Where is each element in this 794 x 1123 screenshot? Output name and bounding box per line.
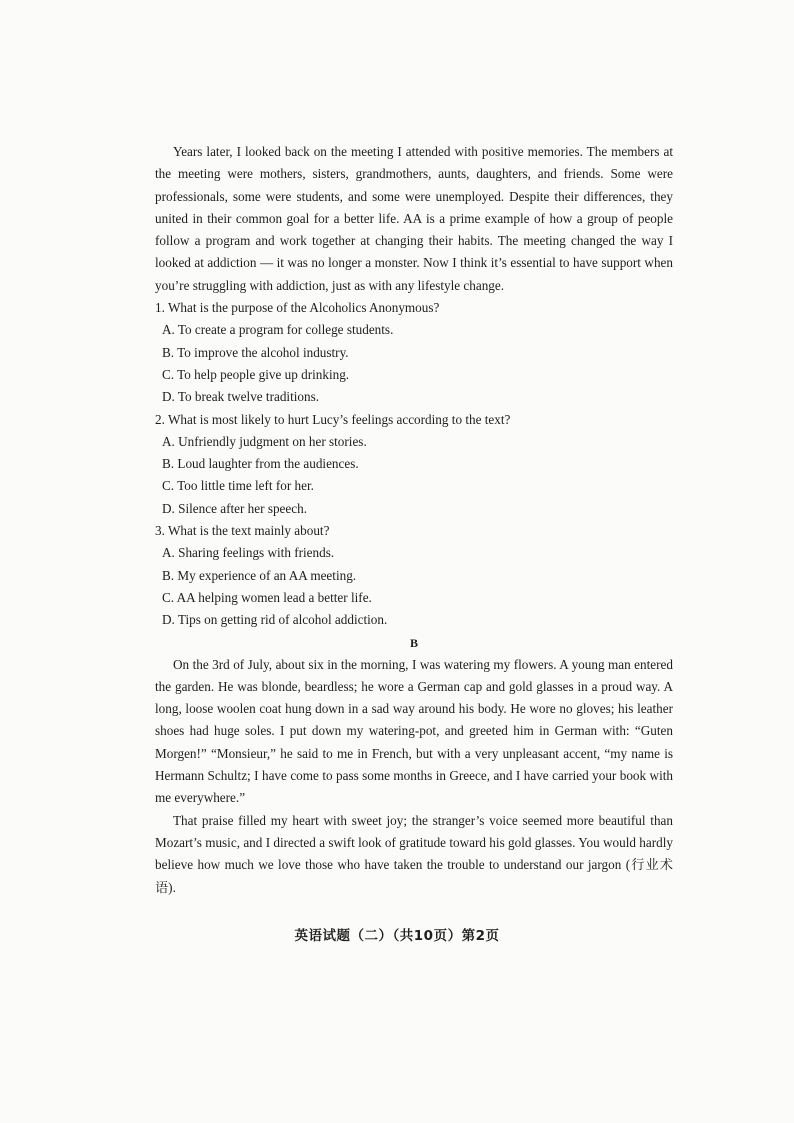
section-b-heading: B (409, 635, 418, 650)
question-3 (155, 520, 673, 631)
passage-b-paragraph: On the 3rd of July, about six in the morning, I was watering my flowers. A young man entered the garden. He was blonde, beardless; he wore a German cap and gold glasses in a proud way. A long, loose woolen coat hung down in a sad way around his body. He wore no gloves; his leather shoes had huge soles. I put down my watering-pot, and greeted him in German with: “Guten Morgen!” “Monsieur,” he said to me in French, but with a very unpleasant accent, “my name is Hermann Schultz; I have come to pass some months in Greece, and I have carried your book with me everywhere.” (155, 656, 673, 806)
question-stem: 3. What is the text mainly about? (155, 523, 330, 539)
answer-option: D. Tips on getting rid of alcohol addiction. (162, 612, 388, 628)
answer-option: D. To break twelve traditions. (162, 389, 320, 405)
answer-option: A. Unfriendly judgment on her stories. (162, 433, 367, 449)
question-1 (155, 297, 673, 408)
question-stem: 2. What is most likely to hurt Lucy’s feelings according to the text? (155, 411, 511, 427)
answer-option: C. Too little time left for her. (162, 478, 314, 494)
page-content (155, 141, 673, 899)
answer-option: B. My experience of an AA meeting. (162, 567, 357, 583)
passage-b-paragraph: That praise filled my heart with sweet joy; the stranger’s voice seemed more beautiful than Mozart’s music, and I directed a swift look of gratitude toward his gold glasses. You would hardly believe how much we love those who have taken the trouble to understand our jargon (行业术语). (155, 812, 673, 895)
answer-option: D. Silence after her speech. (162, 500, 307, 516)
answer-option: A. To create a program for college students. (162, 322, 394, 338)
question-2 (155, 409, 673, 520)
answer-option: C. To help people give up drinking. (162, 366, 350, 382)
page-footer: 英语试题（二）（共10页）第2页 (294, 928, 500, 944)
question-stem: 1. What is the purpose of the Alcoholics Anonymous? (155, 300, 440, 316)
answer-option: B. To improve the alcohol industry. (162, 344, 349, 360)
answer-option: A. Sharing feelings with friends. (162, 545, 335, 561)
answer-option: B. Loud laughter from the audiences. (162, 456, 359, 472)
passage-a-conclusion: Years later, I looked back on the meeting I attended with positive memories. The members at the meeting were mothers, sisters, grandmothers, aunts, daughters, and friends. Some were professionals, some were students, and some were unemployed. Despite their differences, they united in their common goal for a better life. AA is a prime example of how a group of people follow a program and work together at changing their habits. The meeting changed the way I looked at addiction — it was no longer a monster. Now I think it’s essential to have support when you’re struggling with addiction, just as with any lifestyle change. (155, 144, 673, 293)
answer-option: C. AA helping women lead a better life. (162, 589, 372, 605)
